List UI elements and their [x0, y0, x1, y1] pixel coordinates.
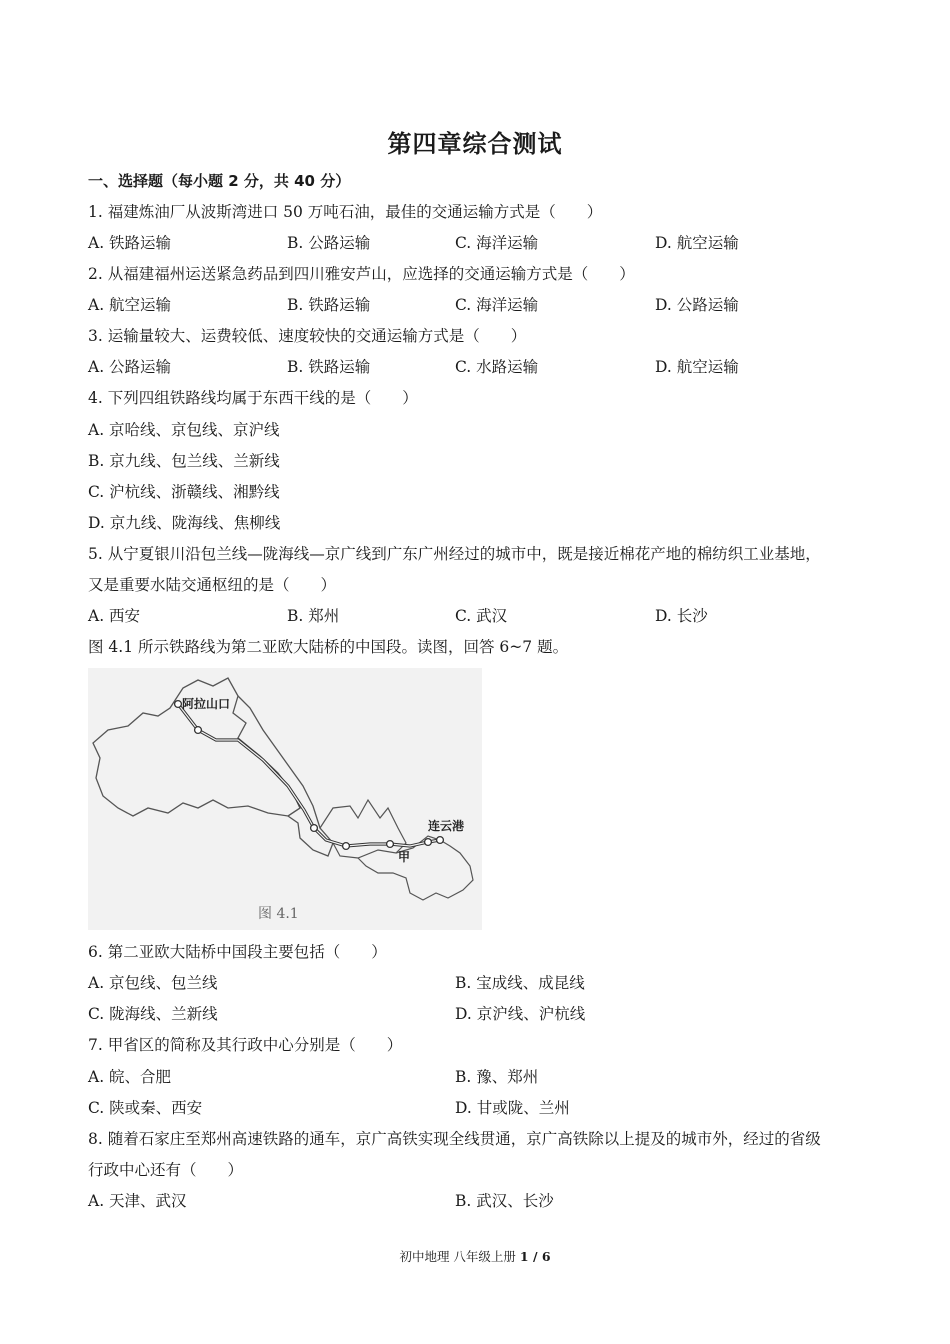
station-1	[195, 727, 202, 734]
question-6-stem: 6. 第二亚欧大陆桥中国段主要包括（ ）	[88, 943, 387, 961]
question-1-option-a: A. 铁路运输	[88, 234, 172, 252]
question-1-stem: 1. 福建炼油厂从波斯湾进口 50 万吨石油，最佳的交通运输方式是（ ）	[88, 203, 603, 221]
question-7-stem: 7. 甲省区的简称及其行政中心分别是（ ）	[88, 1036, 403, 1054]
question-6-option-a: A. 京包线、包兰线	[88, 974, 218, 992]
question-3-option-a: A. 公路运输	[88, 358, 172, 376]
page-footer	[0, 1247, 950, 1265]
question-7-option-a: A. 皖、合肥	[88, 1068, 172, 1086]
question-8-option-a: A. 天津、武汉	[88, 1192, 187, 1210]
question-3-stem: 3. 运输量较大、运费较低、速度较快的交通运输方式是（ ）	[88, 327, 527, 345]
question-7-option-d: D. 甘或陇、兰州	[455, 1099, 570, 1117]
question-4-option-d: D. 京九线、陇海线、焦柳线	[88, 514, 281, 532]
question-2-option-a: A. 航空运输	[88, 296, 172, 314]
question-3-option-c: C. 水路运输	[455, 358, 539, 376]
question-5-option-b: B. 郑州	[287, 607, 340, 625]
question-8-stem: 8. 随着石家庄至郑州高速铁路的通车，京广高铁实现全线贯通，京广高铁除以上提及的城市外，经过的省级	[88, 1130, 821, 1148]
question-8-option-b: B. 武汉、长沙	[455, 1192, 554, 1210]
question-5-stem-cont: 又是重要水陆交通枢纽的是（ ）	[88, 576, 337, 594]
figure-intro: 图 4.1 所示铁路线为第二亚欧大陆桥的中国段。读图，回答 6~7 题。	[88, 638, 569, 656]
label-alashankou: 阿拉山口	[182, 697, 231, 711]
railway-map-figure	[88, 668, 482, 930]
section-heading: 一、选择题（每小题 2 分，共 40 分）	[88, 172, 351, 190]
question-5-option-c: C. 武汉	[455, 607, 508, 625]
question-4-option-b: B. 京九线、包兰线、兰新线	[88, 452, 280, 470]
question-4-option-a: A. 京哈线、京包线、京沪线	[88, 421, 280, 439]
question-6-option-d: D. 京沪线、沪杭线	[455, 1005, 586, 1023]
question-1-option-d: D. 航空运输	[655, 234, 739, 252]
question-5-option-d: D. 长沙	[655, 607, 708, 625]
question-8-stem-cont: 行政中心还有（ ）	[88, 1161, 244, 1179]
question-5-option-a: A. 西安	[88, 607, 141, 625]
station-3	[343, 843, 350, 850]
railway-line	[178, 704, 440, 846]
question-3-option-b: B. 铁路运输	[287, 358, 371, 376]
question-7-option-c: C. 陕或秦、西安	[88, 1099, 203, 1117]
label-province-jia: 甲	[398, 850, 411, 864]
station-alashankou	[175, 701, 182, 708]
question-2-option-d: D. 公路运输	[655, 296, 739, 314]
station-lianyungang	[437, 837, 444, 844]
question-2-option-c: C. 海洋运输	[455, 296, 539, 314]
railway-map	[88, 668, 482, 930]
figure-caption: 图 4.1	[258, 906, 299, 922]
page-title: 第四章综合测试	[387, 130, 563, 158]
station-2	[311, 825, 318, 832]
question-3-option-d: D. 航空运输	[655, 358, 739, 376]
question-2-option-b: B. 铁路运输	[287, 296, 371, 314]
shaanxi-outline	[320, 800, 406, 858]
railway-line-inner	[178, 704, 440, 846]
question-5-stem: 5. 从宁夏银川沿包兰线—陇海线—京广线到广东广州经过的城市中，既是接近棉花产地的棉纺织工业基地，	[88, 545, 821, 563]
question-1-option-c: C. 海洋运输	[455, 234, 539, 252]
question-1-option-b: B. 公路运输	[287, 234, 371, 252]
question-7-option-b: B. 豫、郑州	[455, 1068, 539, 1086]
page-number: 1 / 6	[519, 1249, 551, 1264]
station-4	[387, 841, 394, 848]
question-4-stem: 4. 下列四组铁路线均属于东西干线的是（ ）	[88, 389, 418, 407]
question-2-stem: 2. 从福建福州运送紧急药品到四川雅安芦山，应选择的交通运输方式是（ ）	[88, 265, 635, 283]
question-4-option-c: C. 沪杭线、浙赣线、湘黔线	[88, 483, 280, 501]
question-6-option-c: C. 陇海线、兰新线	[88, 1005, 218, 1023]
footer-subject: 初中地理 八年级上册	[399, 1249, 520, 1264]
question-6-option-b: B. 宝成线、成昆线	[455, 974, 585, 992]
station-5	[425, 839, 432, 846]
label-lianyungang: 连云港	[428, 819, 465, 833]
